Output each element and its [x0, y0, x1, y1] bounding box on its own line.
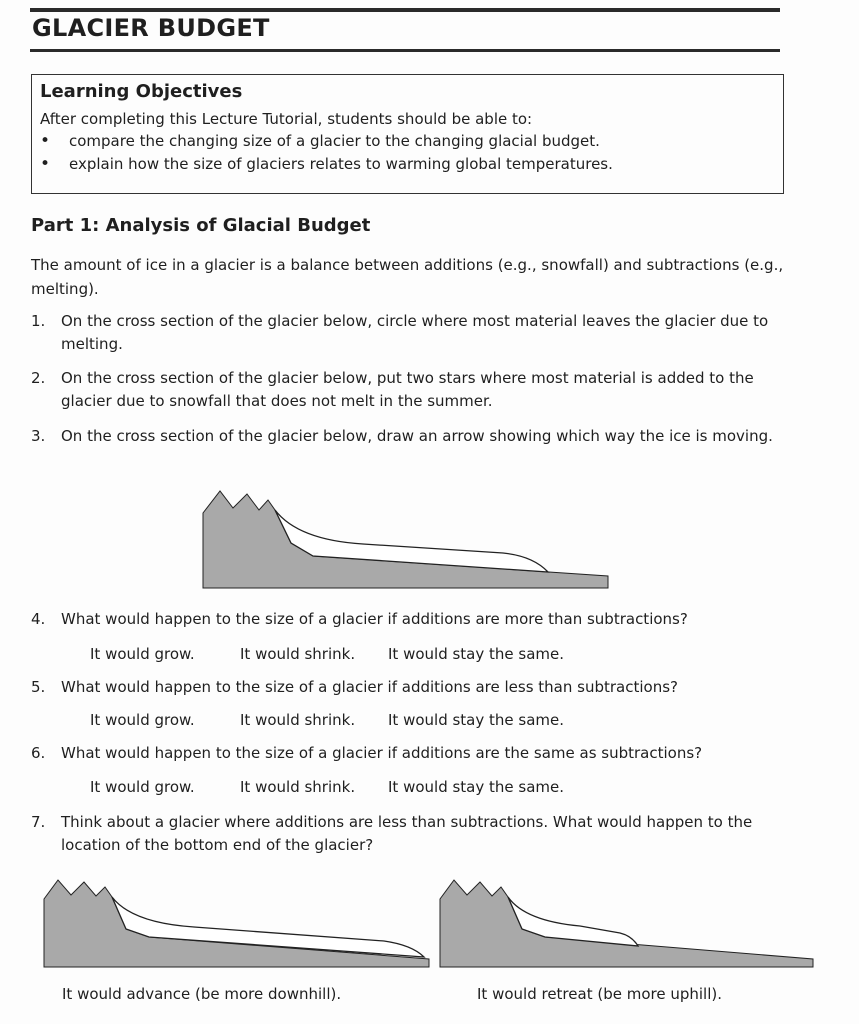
question-number: 5. — [31, 678, 46, 696]
option-shrink[interactable]: It would shrink. — [240, 711, 356, 729]
option-grow[interactable]: It would grow. — [90, 778, 195, 796]
option-shrink[interactable]: It would shrink. — [240, 778, 356, 796]
rock-mountain — [44, 880, 429, 967]
question-text: What would happen to the size of a glacier if additions are the same as subtractions? — [61, 744, 703, 762]
option-retreat[interactable]: It would retreat (be more uphill). — [477, 985, 722, 1003]
rock-mountain — [203, 491, 608, 588]
part1-intro: The amount of ice in a glacier is a balance between additions (e.g., snowfall) and subtractions (e.g., melting). — [31, 256, 784, 298]
option-shrink[interactable]: It would shrink. — [240, 645, 356, 663]
objectives-intro: After completing this Lecture Tutorial, students should be able to: — [40, 110, 533, 128]
question-number: 1. — [31, 312, 46, 330]
answer-options-q6 — [90, 778, 564, 796]
question-2 — [31, 367, 791, 413]
question-number: 6. — [31, 744, 46, 762]
question-1 — [31, 310, 791, 356]
answer-options-q4 — [90, 645, 564, 663]
glacier-advance-diagram — [44, 877, 429, 967]
title-rule-top — [30, 8, 780, 12]
option-grow[interactable]: It would grow. — [90, 711, 195, 729]
objectives-heading: Learning Objectives — [40, 81, 243, 102]
question-number: 3. — [31, 427, 46, 445]
question-4 — [31, 608, 791, 631]
question-6 — [31, 742, 791, 765]
question-text: On the cross section of the glacier below, draw an arrow showing which way the ice is moving. — [61, 427, 773, 445]
title-rule-bottom — [30, 49, 780, 52]
glacier-retreat-diagram — [440, 877, 813, 967]
option-stay-same[interactable]: It would stay the same. — [388, 711, 565, 729]
glacier-cross-section-diagram — [203, 488, 608, 588]
question-5 — [31, 676, 791, 699]
rock-mountain — [440, 880, 813, 967]
question-7 — [31, 811, 791, 857]
question-3 — [31, 425, 791, 448]
question-text: On the cross section of the glacier below, put two stars where most material is added to the glacier due to snowfall that does not melt in the summer. — [61, 369, 754, 410]
option-stay-same[interactable]: It would stay the same. — [388, 645, 565, 663]
option-advance[interactable]: It would advance (be more downhill). — [62, 985, 342, 1003]
objective-item: • compare the changing size of a glacier to the changing glacial budget. — [40, 130, 783, 153]
question-number: 4. — [31, 610, 46, 628]
learning-objectives-box — [31, 74, 784, 194]
part1-heading: Part 1: Analysis of Glacial Budget — [31, 215, 371, 236]
objectives-list — [40, 130, 783, 176]
answer-options-q5 — [90, 711, 564, 729]
option-grow[interactable]: It would grow. — [90, 645, 195, 663]
question-text: What would happen to the size of a glacier if additions are less than subtractions? — [61, 678, 678, 696]
option-stay-same[interactable]: It would stay the same. — [388, 778, 565, 796]
question-text: What would happen to the size of a glacier if additions are more than subtractions? — [61, 610, 688, 628]
question-text: Think about a glacier where additions are less than subtractions. What would happen to the location of the bottom end of the glacier? — [61, 813, 753, 854]
question-text: On the cross section of the glacier below, circle where most material leaves the glacier due to melting. — [61, 312, 769, 353]
objective-item: • explain how the size of glaciers relates to warming global temperatures. — [40, 153, 783, 176]
page-title: GLACIER BUDGET — [32, 14, 270, 42]
question-number: 7. — [31, 813, 46, 831]
question-number: 2. — [31, 369, 46, 387]
